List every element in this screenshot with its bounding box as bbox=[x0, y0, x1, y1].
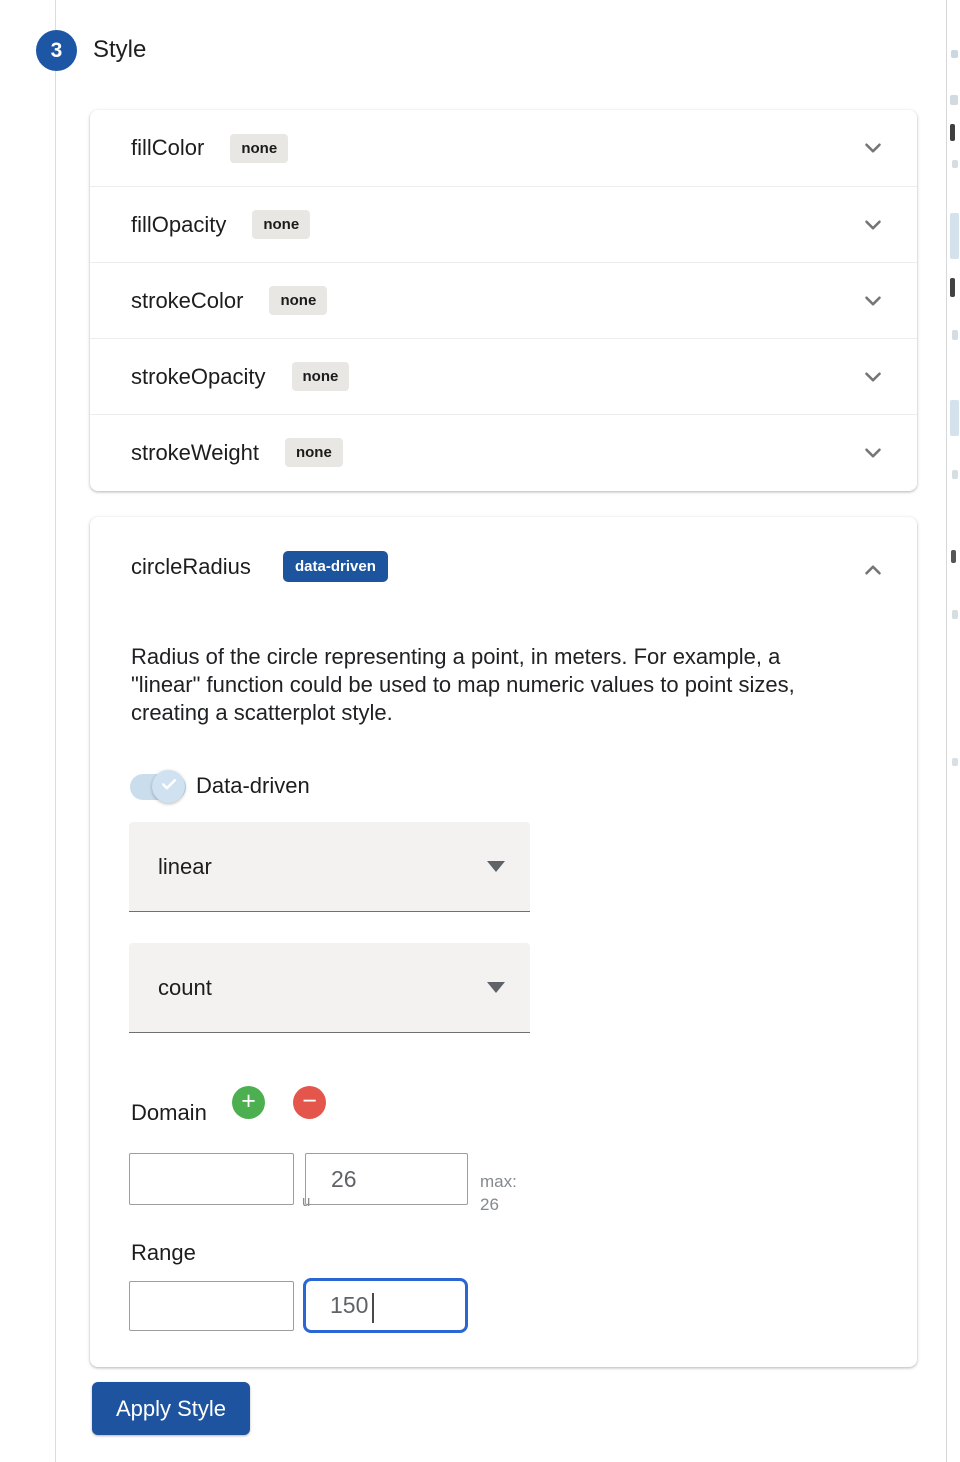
adjacent-panel-fragment bbox=[952, 330, 958, 340]
chevron-down-icon[interactable] bbox=[860, 212, 886, 238]
range-max-input[interactable] bbox=[306, 1281, 465, 1330]
accordion-row-strokeweight[interactable] bbox=[90, 414, 917, 490]
adjacent-panel-fragment bbox=[950, 213, 959, 259]
domain-min-input[interactable] bbox=[129, 1153, 294, 1205]
accordion-row-fillopacity[interactable] bbox=[90, 186, 917, 262]
domain-max-helper: max: 26 bbox=[480, 1172, 517, 1214]
chevron-down-icon[interactable] bbox=[860, 364, 886, 390]
adjacent-panel-fragment bbox=[950, 124, 955, 141]
apply-style-button[interactable]: Apply Style bbox=[92, 1382, 250, 1435]
range-min-input[interactable] bbox=[129, 1281, 294, 1331]
attribute-select[interactable] bbox=[129, 943, 530, 1033]
adjacent-panel-fragment bbox=[952, 160, 958, 168]
chevron-down-icon[interactable] bbox=[860, 135, 886, 161]
dropdown-arrow-icon bbox=[487, 982, 505, 993]
adjacent-panel-fragment bbox=[952, 758, 958, 766]
step-title: Style bbox=[93, 36, 147, 63]
data-driven-toggle-thumb[interactable] bbox=[152, 770, 185, 803]
accordion-row-strokecolor[interactable] bbox=[90, 262, 917, 338]
stepper-connector-line bbox=[55, 0, 56, 1462]
chevron-down-icon[interactable] bbox=[860, 440, 886, 466]
adjacent-panel-fragment bbox=[951, 550, 956, 563]
property-description: Radius of the circle representing a point, in meters. For example, a "linear" function could be used to map numeric values to point sizes, creating a scatterplot style. bbox=[131, 644, 795, 725]
range-max-input-focused[interactable] bbox=[303, 1278, 468, 1333]
property-name: circleRadius bbox=[131, 554, 251, 579]
data-driven-toggle-label: Data-driven bbox=[196, 773, 310, 798]
property-name: strokeOpacity bbox=[131, 363, 266, 389]
none-badge: none bbox=[269, 286, 327, 315]
none-badge: none bbox=[285, 438, 343, 467]
chevron-up-icon[interactable] bbox=[860, 557, 886, 588]
adjacent-panel-fragment bbox=[950, 95, 958, 105]
none-badge: none bbox=[230, 134, 288, 163]
adjacent-panel-fragment bbox=[952, 610, 958, 619]
attribute-value: count bbox=[158, 974, 212, 1000]
step-number: 3 bbox=[50, 38, 63, 62]
domain-max-input[interactable] bbox=[305, 1153, 468, 1205]
adjacent-panel-fragment bbox=[950, 278, 955, 297]
clipped-glyph-fragment: u bbox=[302, 1193, 311, 1210]
range-label: Range bbox=[131, 1240, 196, 1265]
property-name: fillColor bbox=[131, 135, 205, 160]
accordion-row-fillcolor[interactable] bbox=[90, 110, 917, 186]
adjacent-panel-fragment bbox=[950, 400, 959, 436]
domain-remove-button[interactable]: − bbox=[293, 1086, 326, 1119]
property-name: fillOpacity bbox=[131, 211, 227, 237]
none-badge: none bbox=[292, 362, 350, 391]
domain-add-button[interactable]: + bbox=[232, 1086, 265, 1119]
none-badge: none bbox=[252, 210, 310, 239]
dropdown-arrow-icon bbox=[487, 861, 505, 872]
accordion-row-strokeopacity[interactable] bbox=[90, 338, 917, 414]
function-type-select[interactable] bbox=[129, 822, 530, 912]
property-name: strokeWeight bbox=[131, 439, 259, 465]
function-type-value: linear bbox=[158, 853, 212, 879]
step-number-badge bbox=[36, 30, 77, 71]
chevron-down-icon[interactable] bbox=[860, 288, 886, 314]
data-driven-badge: data-driven bbox=[283, 551, 388, 582]
property-name: strokeColor bbox=[131, 287, 244, 313]
circle-radius-card bbox=[90, 517, 917, 1367]
text-cursor bbox=[372, 1293, 374, 1323]
domain-label: Domain bbox=[131, 1100, 207, 1125]
adjacent-panel-divider bbox=[946, 0, 947, 1462]
check-icon bbox=[159, 774, 179, 799]
adjacent-panel-fragment bbox=[951, 50, 958, 58]
adjacent-panel-fragment bbox=[952, 470, 958, 479]
style-properties-card bbox=[90, 110, 917, 491]
